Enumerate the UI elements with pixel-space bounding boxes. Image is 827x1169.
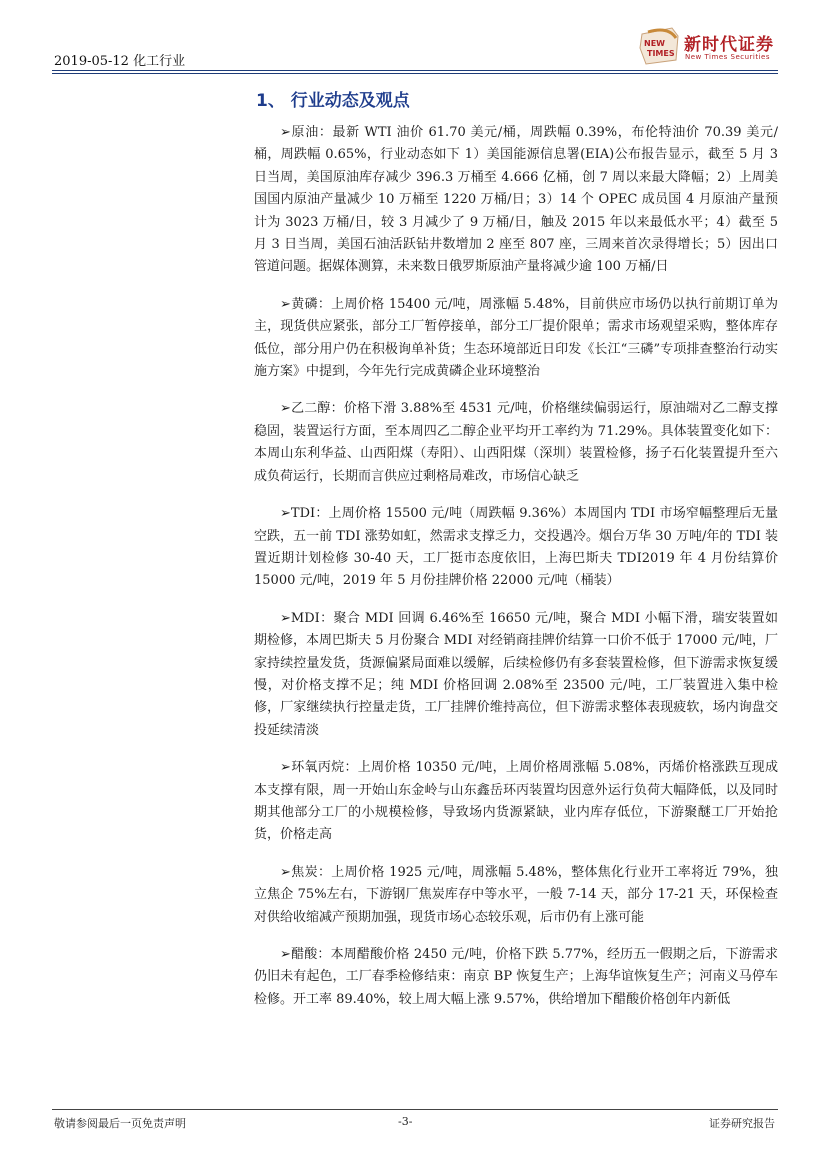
footer-disclaimer: 敬请参阅最后一页免责声明 [54, 1117, 186, 1130]
bullet-arrow-icon: ➢ [280, 506, 291, 522]
section-title: 1、 行业动态及观点 [256, 91, 410, 111]
paragraph-text: TDI：上周价格 15500 元/吨（周跌幅 9.36%）本周国内 TDI 市场窄幅整理后无量空跌，五一前 TDI 涨势如虹，然需求支撑乏力，交投遇冷。烟台万华 30 万吨/年的 TDI 装置近期计划检修 30-40 天，工厂挺市态度依旧，上海巴斯夫 TDI2019 年 4 月份结算价 15000 元/吨，2019 年 5 月份挂牌价格 22000 元/吨（桶装） [254, 506, 778, 589]
bullet-arrow-icon: ➢ [280, 610, 291, 626]
header-date-industry: 2019-05-12 化工行业 [54, 54, 186, 69]
company-logo [638, 26, 778, 68]
logo-name-en: New Times Securities [685, 53, 770, 61]
footer-divider [52, 1109, 778, 1110]
bullet-arrow-icon: ➢ [280, 760, 291, 776]
header-divider-thin [52, 73, 778, 74]
paragraph-ethylene-glycol [254, 398, 778, 488]
section-body [254, 122, 778, 1026]
paragraph-text: 乙二醇：价格下滑 3.88%至 4531 元/吨，价格继续偏弱运行，原油端对乙二醇支撑稳固，装置运行方面，至本周四乙二醇企业平均开工率约为 71.29%。具体装置变化如下：本周山东利华益、山西阳煤（寿阳）、山西阳煤（深圳）装置检修，扬子石化装置提升至六成负荷运行，长期而言供应过剩格局难改，市场信心缺乏 [254, 401, 778, 484]
paragraph-text: 黄磷：上周价格 15400 元/吨，周涨幅 5.48%，目前供应市场仍以执行前期订单为主，现货供应紧张，部分工厂暂停接单，部分工厂提价限单；需求市场观望采购，整体库存低位，部分用户仍在积极询单补货；生态环境部近日印发《长江“三磷”专项排查整治行动实施方案》中提到，今年先行完成黄磷企业环境整治 [254, 296, 778, 380]
new-times-badge-icon [638, 26, 682, 66]
paragraph-text: 焦炭：上周价格 1925 元/吨，周涨幅 5.48%，整体焦化行业开工率将近 79%，独立焦企 75%左右，下游钢厂焦炭库存中等水平，一般 7-14 天，部分 17-21 天，环保检查对供给收缩减产预期加强，现货市场心态较乐观，后市仍有上涨可能 [254, 864, 778, 925]
paragraph-yellow-phosphorus [254, 294, 778, 384]
paragraph-mdi [254, 608, 778, 742]
svg-text:NEW: NEW [644, 39, 665, 48]
bullet-arrow-icon: ➢ [280, 125, 291, 140]
paragraph-text: MDI：聚合 MDI 回调 6.46%至 16650 元/吨，聚合 MDI 小幅下滑，瑞安装置如期检修，本周巴斯夫 5 月份聚合 MDI 对经销商挂牌价结算一口价不低于 17000 元/吨，厂家持续控量发货，货源偏紧局面难以缓解，后续检修仍有多套装置检修，但下游需求恢复缓慢，对价格支撑不足；纯 MDI 价格回调 2.08%至 23500 元/吨，工厂装置进入集中检修，厂家继续执行控量走货，工厂挂牌价维持高位，但下游需求整体表现疲软，场内询盘交投延续清淡 [254, 610, 778, 738]
paragraph-crude-oil [254, 122, 778, 279]
paragraph-acetic-acid [254, 944, 778, 1011]
header-divider [52, 70, 778, 71]
paragraph-text: 环氧丙烷：上周价格 10350 元/吨，上周价格周涨幅 5.08%，丙烯价格涨跌互现成本支撑有限，周一开始山东金岭与山东鑫岳环丙装置均因意外运行负荷大幅降低，以及同时期其他部分工厂的小规模检修，导致场内货源紧缺，业内库存低位，下游聚醚工厂开始抢货，价格走高 [254, 760, 778, 843]
paragraph-text: 醋酸：本周醋酸价格 2450 元/吨，价格下跌 5.77%，经历五一假期之后，下游需求仍旧未有起色，工厂春季检修结束：南京 BP 恢复生产；上海华谊恢复生产；河南义马停车检修。开工率 89.40%，较上周大幅上涨 9.57%，供给增加下醋酸价格创年内新低 [254, 947, 778, 1007]
logo-name-cn: 新时代证券 [684, 35, 774, 55]
svg-text:TIMES: TIMES [647, 49, 675, 58]
paragraph-propylene-oxide [254, 757, 778, 847]
paragraph-text: 原油：最新 WTI 油价 61.70 美元/桶，周跌幅 0.39%，布伦特油价 70.39 美元/桶，周跌幅 0.65%，行业动态如下 1）美国能源信息署(EIA)公布报告显示，截至 5 月 3 日当周，美国原油库存减少 396.3 万桶至 4.666 亿桶，创 7 周以来最大降幅；2）上周美国国内原油产量减少 10 万桶至 1220 万桶/日；3）14 个 OPEC 成员国 4 月原油产量预计为 3023 万桶/日，较 3 月减少了 9 万桶/日，触及 2015 年以来最低水平；4）截至 5 月 3 日当周，美国石油活跃钻井数增加 2 座至 807 座，三周来首次录得增长；5）因出口管道问题。据媒体测算，未来数日俄罗斯原油产量将减少逾 100 万桶/日 [254, 125, 778, 275]
bullet-arrow-icon: ➢ [280, 864, 291, 880]
page-number: -3- [398, 1115, 413, 1128]
bullet-arrow-icon: ➢ [280, 296, 291, 312]
paragraph-tdi [254, 503, 778, 593]
bullet-arrow-icon: ➢ [280, 947, 291, 962]
footer-report-type: 证券研究报告 [709, 1117, 775, 1130]
paragraph-coke [254, 862, 778, 929]
bullet-arrow-icon: ➢ [280, 401, 291, 417]
